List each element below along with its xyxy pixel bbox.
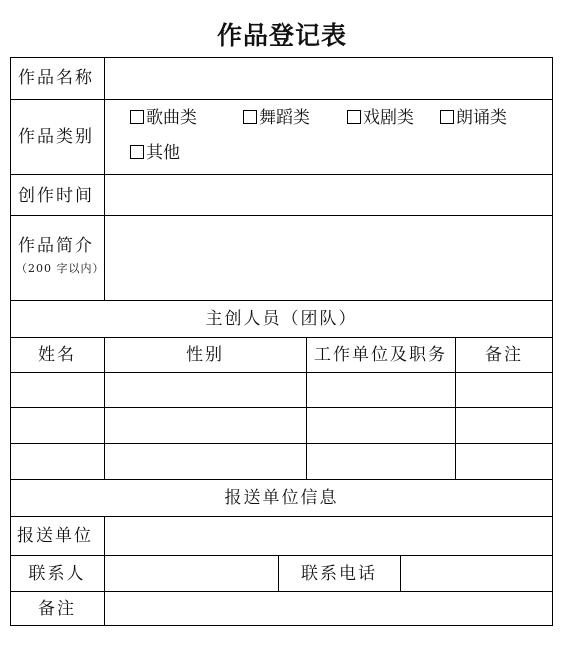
category-option-label: 舞蹈类 — [259, 108, 310, 128]
row-divider — [10, 555, 553, 556]
row-divider — [10, 215, 553, 216]
form-title: 作品登记表 — [216, 21, 347, 50]
column-divider — [400, 555, 401, 591]
contact-person-label: 联系人 — [28, 564, 86, 584]
row-divider — [10, 174, 553, 175]
checkbox-icon[interactable] — [243, 110, 257, 124]
row-divider — [10, 591, 553, 592]
column-header-employer-title: 工作单位及职务 — [314, 345, 447, 365]
row-divider — [10, 99, 553, 100]
column-header-gender: 性别 — [186, 345, 224, 365]
intro-limit-note: （200 字以内） — [16, 262, 105, 275]
contact-phone-label: 联系电话 — [301, 564, 377, 584]
submitter-section-title: 报送单位信息 — [224, 488, 339, 508]
category-option-dance[interactable] — [243, 108, 310, 128]
row-divider — [10, 337, 553, 338]
registration-form — [10, 57, 553, 626]
category-option-songs[interactable] — [130, 108, 197, 128]
submitting-unit-label: 报送单位 — [17, 526, 93, 546]
column-header-name: 姓名 — [38, 345, 76, 365]
creation-time-label: 创作时间 — [18, 186, 94, 206]
category-option-recitation[interactable] — [440, 108, 507, 128]
row-divider — [10, 443, 553, 444]
table-border-right — [552, 57, 553, 626]
remarks-label: 备注 — [38, 599, 76, 619]
row-divider — [10, 479, 553, 480]
checkbox-icon[interactable] — [440, 110, 454, 124]
category-option-drama[interactable] — [347, 108, 414, 128]
category-option-label: 戏剧类 — [363, 108, 414, 128]
checkbox-icon[interactable] — [347, 110, 361, 124]
creators-section-title: 主创人员（团队） — [205, 309, 358, 329]
work-name-label: 作品名称 — [18, 68, 94, 88]
category-option-label: 其他 — [146, 143, 180, 163]
column-divider — [104, 516, 105, 626]
work-category-label: 作品类别 — [18, 127, 94, 147]
category-option-other[interactable] — [130, 143, 180, 163]
column-header-remarks: 备注 — [485, 345, 523, 365]
row-divider — [10, 407, 553, 408]
checkbox-icon[interactable] — [130, 145, 144, 159]
category-option-label: 朗诵类 — [456, 108, 507, 128]
row-divider — [10, 300, 553, 301]
checkbox-icon[interactable] — [130, 110, 144, 124]
row-divider — [10, 516, 553, 517]
category-option-label: 歌曲类 — [146, 108, 197, 128]
row-divider — [10, 372, 553, 373]
work-intro-label: 作品简介 — [18, 236, 94, 256]
table-border-top — [10, 57, 553, 58]
table-border-left — [10, 57, 11, 626]
table-border-bottom — [10, 625, 553, 626]
